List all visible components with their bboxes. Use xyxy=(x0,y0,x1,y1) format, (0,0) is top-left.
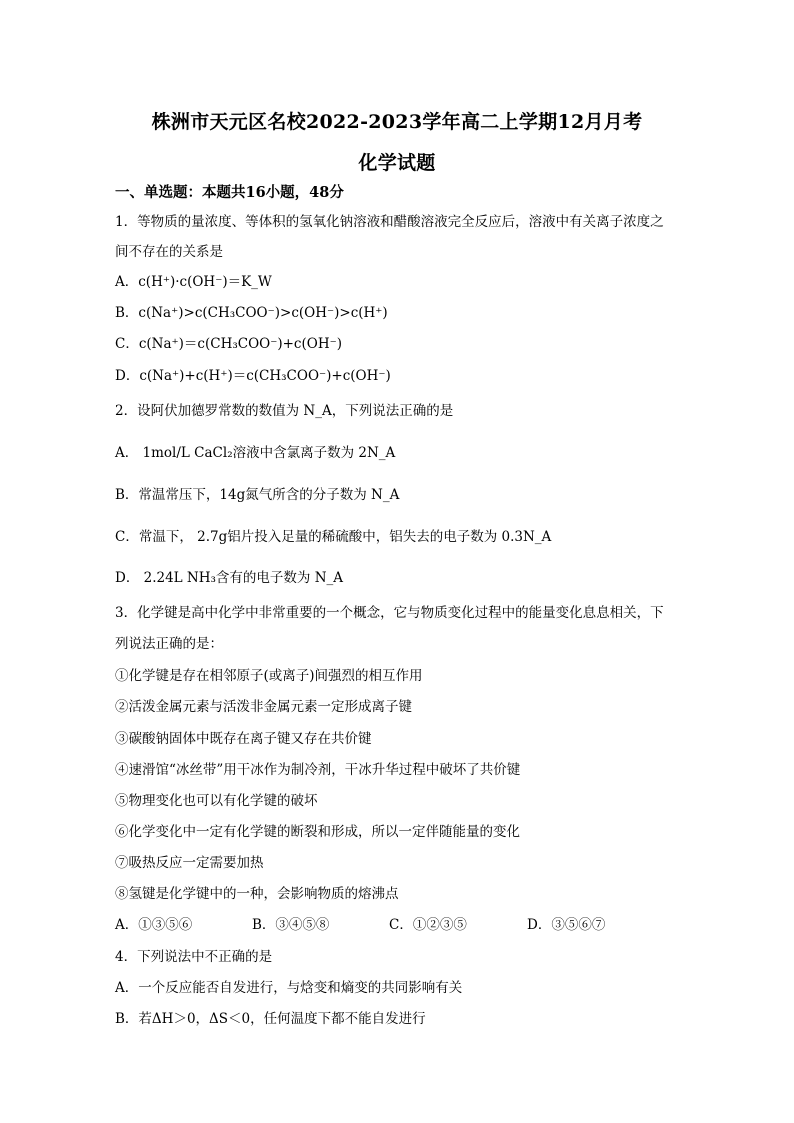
q3-option-c: C．①②③⑤ xyxy=(389,917,467,933)
q1-option-d: D．c(Na⁺)+c(H⁺)＝c(CH₃COO⁻)+c(OH⁻) xyxy=(115,368,391,384)
exam-title: 株洲市天元区名校2022-2023学年高二上学期12月月考 xyxy=(151,111,643,133)
q2-stem: 2．设阿伏加德罗常数的数值为 N_A，下列说法正确的是 xyxy=(115,403,454,419)
q3-option-a: A．①③⑤⑥ xyxy=(115,917,193,933)
q2-option-a: A． 1mol/L CaCl₂溶液中含氯离子数为 2N_A xyxy=(115,445,396,461)
q3-stem-line-2: 列说法正确的是： xyxy=(115,636,223,652)
q2-option-b: B．常温常压下，14g氮气所含的分子数为 N_A xyxy=(115,487,400,503)
q1-option-a: A．c(H⁺)·c(OH⁻)＝K_W xyxy=(115,274,272,290)
q3-statement-5: ⑤物理变化也可以有化学键的破坏 xyxy=(115,793,318,809)
q1-stem-line-1: 1．等物质的量浓度、等体积的氢氧化钠溶液和醋酸溶液完全反应后，溶液中有关离子浓度之 xyxy=(115,214,664,230)
q3-stem-line-1: 3．化学键是高中化学中非常重要的一个概念，它与物质变化过程中的能量变化息息相关，下 xyxy=(115,605,664,621)
q3-statement-6: ⑥化学变化中一定有化学键的断裂和形成，所以一定伴随能量的变化 xyxy=(115,824,520,840)
q1-option-b: B．c(Na⁺)>c(CH₃COO⁻)>c(OH⁻)>c(H⁺) xyxy=(115,305,388,321)
q4-stem: 4．下列说法中不正确的是 xyxy=(115,949,273,965)
q3-statement-8: ⑧氢键是化学键中的一种，会影响物质的熔沸点 xyxy=(115,886,399,902)
q3-statement-1: ①化学键是存在相邻原子(或离子)间强烈的相互作用 xyxy=(115,668,423,684)
section-heading: 一、单选题：本题共16小题，48分 xyxy=(115,184,344,201)
q4-option-a: A．一个反应能否自发进行，与焓变和熵变的共同影响有关 xyxy=(115,980,463,996)
q3-option-b: B．③④⑤⑧ xyxy=(252,917,330,933)
q3-options-row xyxy=(0,913,794,933)
q3-statement-7: ⑦吸热反应一定需要加热 xyxy=(115,855,264,871)
q4-option-b: B．若ΔH＞0，ΔS＜0，任何温度下都不能自发进行 xyxy=(115,1011,426,1027)
q3-statement-2: ②活泼金属元素与活泼非金属元素一定形成离子键 xyxy=(115,699,412,715)
q2-option-c: C．常温下， 2.7g铝片投入足量的稀硫酸中，铝失去的电子数为 0.3N_A xyxy=(115,529,552,545)
q3-statement-4: ④速滑馆“冰丝带”用干冰作为制冷剂，干冰升华过程中破坏了共价键 xyxy=(115,762,521,778)
q1-option-c: C．c(Na⁺)＝c(CH₃COO⁻)+c(OH⁻) xyxy=(115,336,342,352)
exam-subtitle: 化学试题 xyxy=(358,152,436,174)
q3-option-d: D．③⑤⑥⑦ xyxy=(527,917,606,933)
q2-option-d: D． 2.24L NH₃含有的电子数为 N_A xyxy=(115,570,344,586)
q3-statement-3: ③碳酸钠固体中既存在离子键又存在共价键 xyxy=(115,731,372,747)
q1-stem-line-2: 间不存在的关系是 xyxy=(115,244,223,260)
